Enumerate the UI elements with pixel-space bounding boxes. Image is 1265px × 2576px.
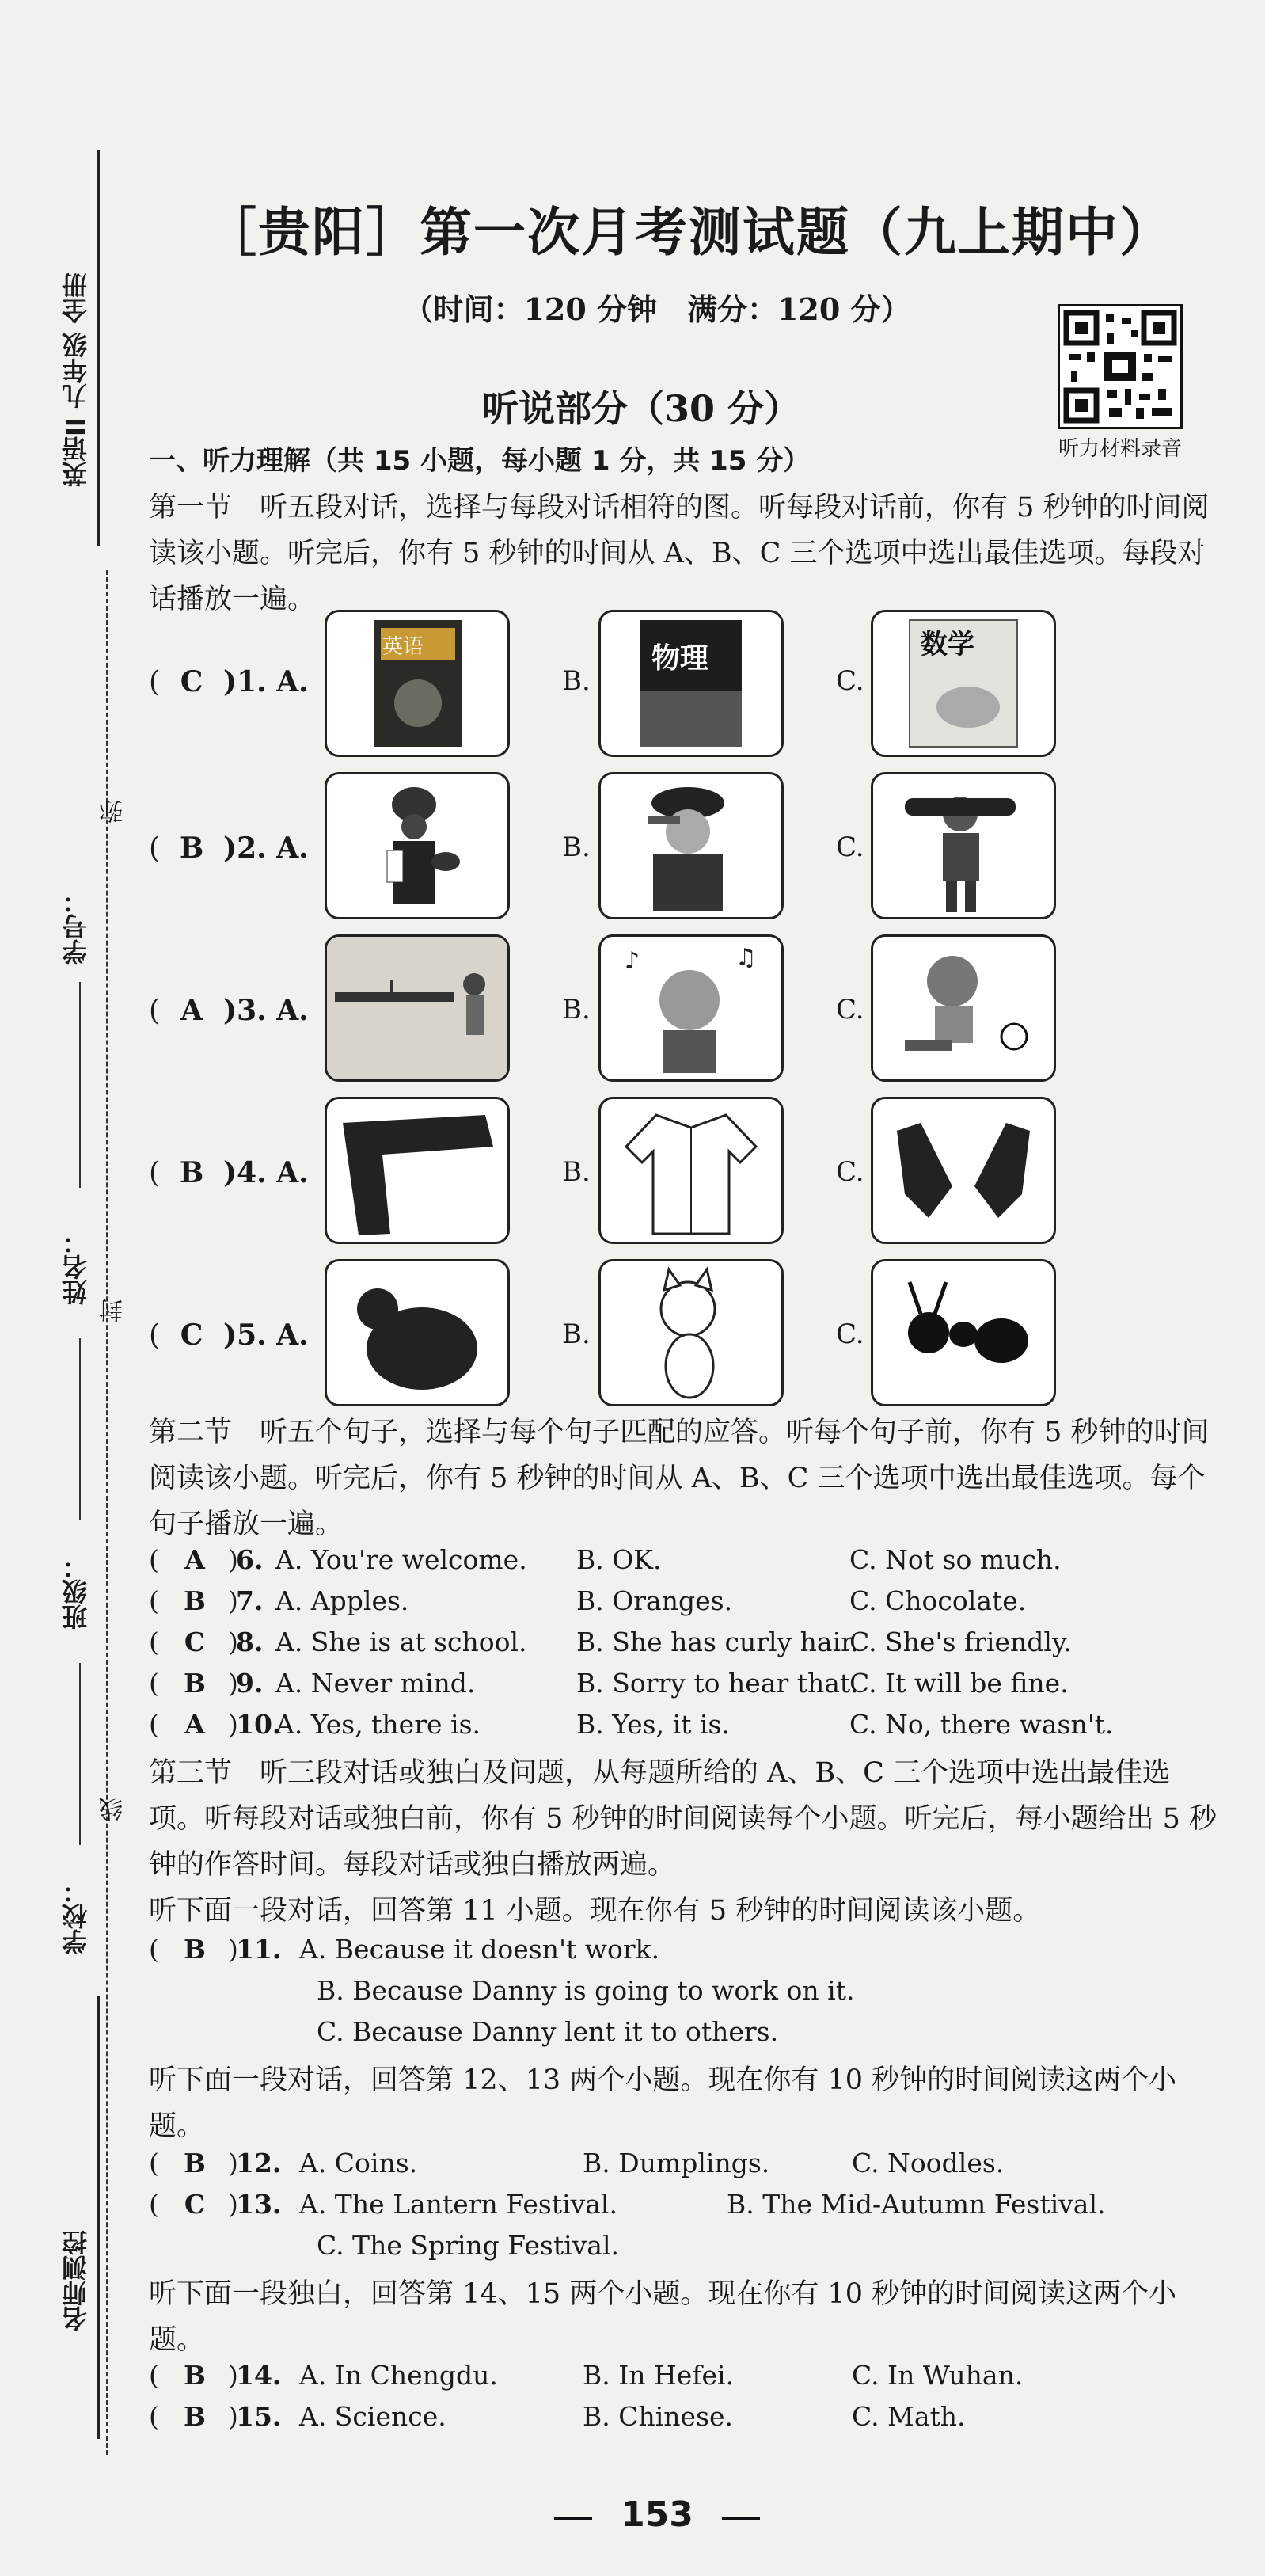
worksheet-page: 英语II 九年级 全册 学号： 姓名： 班级： 学校： 弥 封 线 名师测控 ［贵阳］第一次月考测试题（九上期中） （时间：120 分钟 满分：120 分） 听力材料录音 听说部分（30 分） 一、听力理解（共 15 小题，每小题 1 分，共 15 分） 第一节 听五段对话，选择与每段对话相符的图。听每段对话前，你有 5 秒钟的时间阅读该小题。听完后，你有 5 秒钟的时间从 A、B、C 三个选项中选出最佳选项。每段对话播放一遍。 ( C )1. A. 英语 B. 物理 C. 数学 ( B )2. A. B. C. ( A )3. A. B. ♪ ♫ C. ( B )4. A. B. C. ( C )5. A. B. C. 第二节 听五个句子，选择与每个句子匹配的应答。听每个句子前，你有 5 秒钟的时间阅读该小题。听完后，你有 5 秒钟的时间从 A、B、C 三个选项中选出最佳选项。每个句子播放一遍。 ( A ) 6. A. You're welcome. B. OK. C. Not so much. ( B ) 7. A. Apples. B. Oranges. C. Chocolate. ( C ) 8. A. She is at school. B. She has curly hair. C. She's friendly. ( B ) 9. A. Never mind. B. Sorry to hear that. C. It will be fine. ( A ) 10. A. Yes, there is. B. Yes, it is. C. No, there wasn't. 第三节 听三段对话或独白及问题，从每题所给的 A、B、C 三个选项中选出最佳选项。听每段对话或独白前，你有 5 秒钟的时间阅读每个小题。听完后，每小题给出 5 秒钟的作答时间。每段对话或独白播放两遍。 听下面一段对话，回答第 11 小题。现在你有 5 秒钟的时间阅读该小题。 ( B ) 11. A. Because it doesn't work. B. Because Danny is going to work on it. C. Because Danny lent it to others. 听下面一段对话，回答第 12、13 两个小题。现在你有 10 秒钟的时间阅读这两个小题。 ( B ) 12. A. Coins. B. Dumplings. C. Noodles. ( C ) 13. A. The Lantern Festival. B. The Mid-Autumn Festival. C. The Spring Festival. 听下面一段独白，回答第 14、15 两个小题。现在你有 10 秒钟的时间阅读这两个小题。 ( B ) 14. A. In Chengdu. B. In Hefei. C. In Wuhan. ( B ) 15. A. Science. B. Chinese. C. Math. 153 <box>0 0 1265 2576</box>
question-12: ( B ) 12. A. Coins. B. Dumplings. C. Noodles. <box>149 2148 1005 2178</box>
margin-rule-bottom <box>97 1996 100 2439</box>
qr-caption: 听力材料录音 <box>1058 437 1182 461</box>
question-2: ( B )2. A. <box>149 831 309 865</box>
answer: C <box>180 1318 203 1352</box>
svg-text:♪: ♪ <box>625 947 640 975</box>
soccer-boy-image[interactable] <box>871 934 1056 1082</box>
s3-dialogue-1-intro: 听下面一段对话，回答第 11 小题。现在你有 5 秒钟的时间阅读该小题。 <box>149 1895 1041 1927</box>
question-11: ( B ) 11. A. Because it doesn't work. <box>149 1934 660 1965</box>
svg-text:英语: 英语 <box>382 635 424 659</box>
cat-image[interactable] <box>598 1259 784 1406</box>
class-blank[interactable] <box>79 1663 81 1845</box>
answer: B <box>184 2401 206 2432</box>
answer: B <box>179 831 204 865</box>
shirt-image[interactable] <box>598 1097 784 1244</box>
school-label: 学校： <box>61 1878 91 1954</box>
answer: A <box>184 1544 205 1575</box>
question-1: ( C )1. A. <box>149 665 309 698</box>
name-blank[interactable] <box>79 1338 81 1520</box>
question-13-option-c: C. The Spring Festival. <box>317 2230 619 2261</box>
question-7: ( B ) 7. A. Apples. B. Oranges. C. Chocolate. <box>149 1585 1027 1616</box>
question-9: ( B ) 9. A. Never mind. B. Sorry to hear that. C. It will be fine. <box>149 1668 1069 1699</box>
ant-image[interactable] <box>871 1259 1056 1406</box>
bear-image[interactable] <box>325 1259 510 1406</box>
question-14: ( B ) 14. A. In Chengdu. B. In Hefei. C. In Wuhan. <box>149 2360 1024 2391</box>
question-15: ( B ) 15. A. Science. B. Chinese. C. Math. <box>149 2401 966 2432</box>
exam-meta: （时间：120 分钟 满分：120 分） <box>403 291 911 327</box>
answer: B <box>179 1156 204 1189</box>
math-book-image[interactable] <box>871 610 1056 757</box>
physics-book-image[interactable] <box>598 610 784 757</box>
qr-code-icon[interactable] <box>1058 304 1183 429</box>
brand-label: 名师测控 <box>61 2230 91 2331</box>
chef-image[interactable] <box>325 772 510 919</box>
question-11-option-b: B. Because Danny is going to work on it. <box>317 1975 855 2006</box>
english-book-image[interactable] <box>325 610 510 757</box>
answer: A <box>180 994 203 1027</box>
worker-image[interactable] <box>871 772 1056 919</box>
s1-instructions: 第一节 听五段对话，选择与每段对话相符的图。听每段对话前，你有 5 秒钟的时间阅读该小题。听完后，你有 5 秒钟的时间从 A、B、C 三个选项中选出最佳选项。每段对话播放一遍。 <box>149 492 1210 615</box>
gloves-image[interactable] <box>871 1097 1056 1244</box>
answer: B <box>184 1934 206 1965</box>
s3-instructions: 第三节 听三段对话或独白及问题，从每题所给的 A、B、C 三个选项中选出最佳选项。听每段对话或独白前，你有 5 秒钟的时间阅读每个小题。听完后，每小题给出 5 秒钟的作答时间。每段对话或独白播放两遍。 <box>149 1757 1218 1881</box>
answer: B <box>184 1585 206 1616</box>
seal-char-xian: 线 <box>100 1798 127 1821</box>
section-heading: 听说部分（30 分） <box>481 387 801 430</box>
page-number: 153 <box>621 2494 693 2535</box>
question-11-option-c: C. Because Danny lent it to others. <box>317 2016 779 2047</box>
answer: B <box>184 2360 206 2391</box>
answer: A <box>184 1709 205 1740</box>
table-tennis-image[interactable] <box>325 934 510 1082</box>
svg-text:♫: ♫ <box>735 944 757 972</box>
answer: B <box>184 1668 206 1699</box>
s2-instructions: 第二节 听五个句子，选择与每个句子匹配的应答。听每个句子前，你有 5 秒钟的时间阅读该小题。听完后，你有 5 秒钟的时间从 A、B、C 三个选项中选出最佳选项。每个句子播放一遍。 <box>149 1417 1210 1540</box>
question-10: ( A ) 10. A. Yes, there is. B. Yes, it is. C. No, there wasn't. <box>149 1709 1114 1740</box>
book-label: 英语II 九年级 全册 <box>61 272 91 488</box>
student-number-blank[interactable] <box>79 982 81 1188</box>
seal-dashed-line <box>106 570 108 2455</box>
scarf-image[interactable] <box>325 1097 510 1244</box>
seal-char-feng: 封 <box>100 1299 127 1322</box>
answer: C <box>184 2189 206 2220</box>
name-label: 姓名： <box>61 1229 91 1305</box>
svg-text:物理: 物理 <box>651 642 709 675</box>
answer: C <box>180 665 203 698</box>
singing-boy-image[interactable] <box>598 934 784 1082</box>
seal-char-mi: 弥 <box>100 800 127 824</box>
s3-dialogue-2-intro: 听下面一段对话，回答第 12、13 两个小题。现在你有 10 秒钟的时间阅读这两个小题。 <box>149 2064 1177 2142</box>
answer: B <box>184 2148 206 2178</box>
police-officer-image[interactable] <box>598 772 784 919</box>
question-13: ( C ) 13. A. The Lantern Festival. B. The Mid-Autumn Festival. <box>149 2189 1106 2220</box>
page-title: ［贵阳］第一次月考测试题（九上期中） <box>204 202 1173 263</box>
question-5: ( C )5. A. <box>149 1318 309 1352</box>
question-3: ( A )3. A. <box>149 994 309 1027</box>
page-number-dash-right <box>722 2517 760 2520</box>
question-6: ( A ) 6. A. You're welcome. B. OK. C. Not so much. <box>149 1544 1062 1575</box>
question-8: ( C ) 8. A. She is at school. B. She has curly hair. C. She's friendly. <box>149 1627 1072 1657</box>
part1-heading: 一、听力理解（共 15 小题，每小题 1 分，共 15 分） <box>149 445 811 477</box>
s3-monologue-intro: 听下面一段独白，回答第 14、15 两个小题。现在你有 10 秒钟的时间阅读这两个小题。 <box>149 2278 1177 2356</box>
answer: C <box>184 1627 206 1657</box>
student-number-label: 学号： <box>61 888 91 965</box>
margin-rule <box>97 150 100 546</box>
svg-text:数学: 数学 <box>921 629 974 660</box>
class-label: 班级： <box>61 1554 91 1630</box>
question-4: ( B )4. A. <box>149 1156 309 1189</box>
